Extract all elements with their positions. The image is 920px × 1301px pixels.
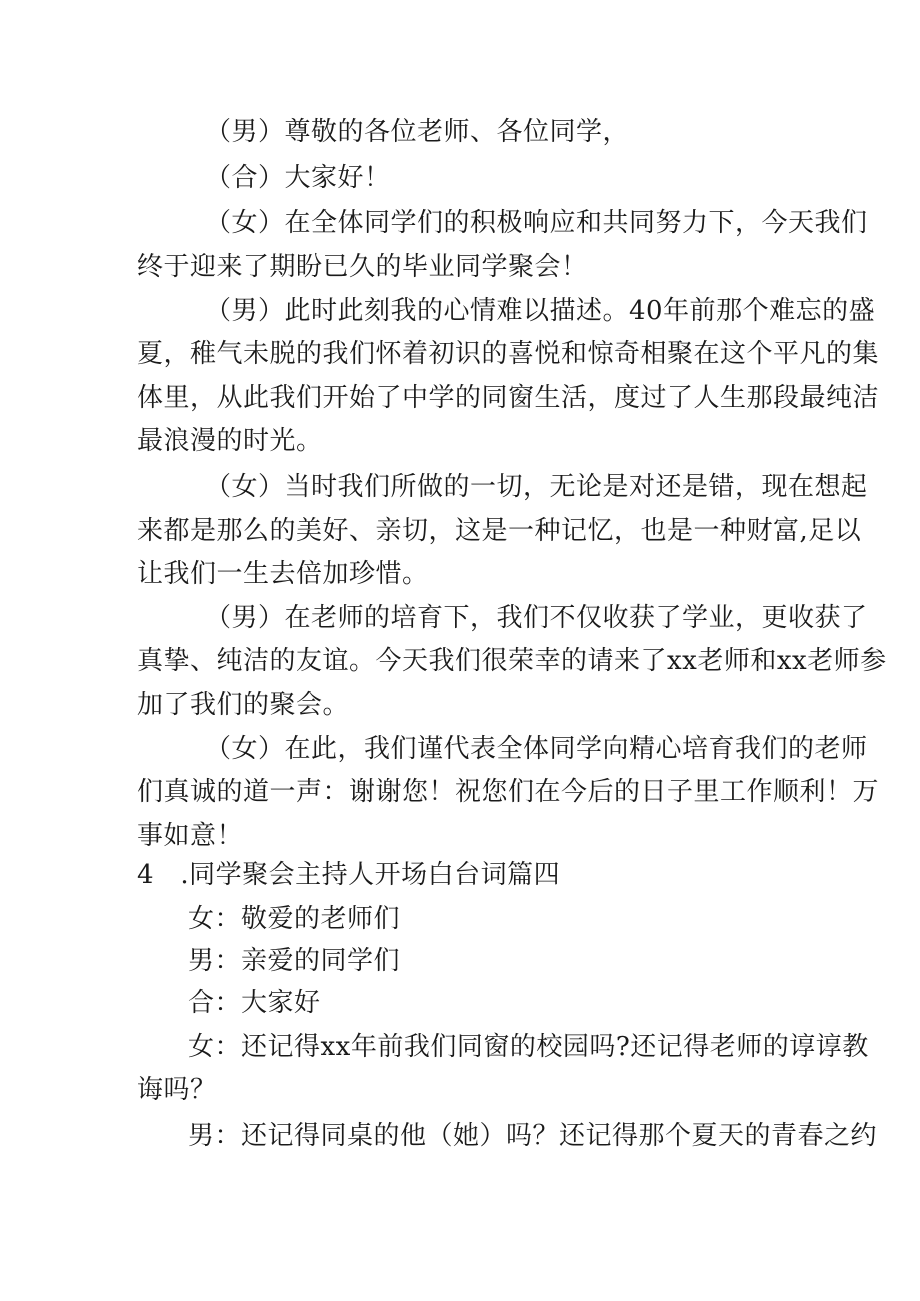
text-line: 终于迎来了期盼已久的毕业同学聚会！ [137,252,588,282]
text-line: 体里，从此我们开始了中学的同窗生活，度过了人生那段最纯洁 [137,383,880,413]
text-line: （男）此时此刻我的心情难以描述。40年前那个难忘的盛 [205,296,876,326]
text-line: 男：亲爱的同学们 [188,946,401,976]
text-line: 男：还记得同桌的他（她）吗？还记得那个夏天的青春之约 [188,1121,878,1151]
text-line: （男）尊敬的各位老师、各位同学， [205,117,630,147]
text-line: 们真诚的道一声：谢谢您！祝您们在今后的日子里工作顺利！万 [137,777,880,807]
text-line: 诲吗？ [137,1075,217,1105]
section-heading: 4 .同学聚会主持人开场白台词篇四 [137,860,561,890]
text-line: 夏，稚气未脱的我们怀着初识的喜悦和惊奇相聚在这个平凡的集 [137,339,880,369]
text-line: （女）当时我们所做的一切，无论是对还是错，现在想起 [205,472,868,502]
text-line: 合：大家好 [188,988,321,1018]
text-line: （合）大家好！ [205,163,391,193]
text-line: （女）在全体同学们的积极响应和共同努力下，今天我们 [205,208,868,238]
text-line: 事如意！ [137,821,244,851]
text-line: 加了我们的聚会。 [137,690,350,720]
text-line: 最浪漫的时光。 [137,426,323,456]
text-line: 来都是那么的美好、亲切，这是一种记忆，也是一种财富,足以 [137,516,862,546]
text-line: 女：敬爱的老师们 [188,904,401,934]
text-line: （男）在老师的培育下，我们不仅收获了学业，更收获了 [205,603,868,633]
text-line: 让我们一生去倍加珍惜。 [137,559,429,589]
text-line: 女：还记得xx年前我们同窗的校园吗?还记得老师的谆谆教 [188,1032,869,1062]
text-line: （女）在此，我们谨代表全体同学向精心培育我们的老师 [205,734,868,764]
text-line: 真挚、纯洁的友谊。今天我们很荣幸的请来了xx老师和xx老师参 [137,646,887,676]
